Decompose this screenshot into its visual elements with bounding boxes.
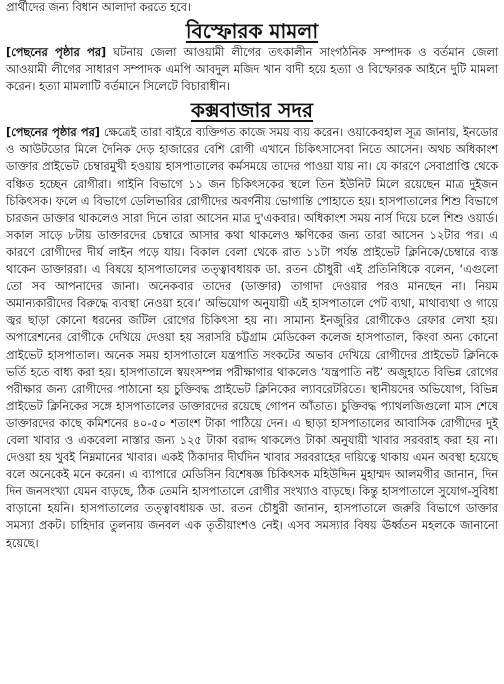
article-text: ক্ষেত্রেই তারা বাইরে ব্যক্তিগত কাজে সময় ব্যয় করেন। ওয়াকেবহাল সূত্র জানায়, ইনডোর ও আউটডোর মিলে দৈনিক দেড় হাজারের বেশি রোগী এখানে চিকিৎসাসেবা নিতে আসেন। অথচ অধিকাংশ ডাক্তার প্রাইভেট চেম্বারমুখী হওয়ায় হাসপাতালের কর্মসময়ে তাদের পাওয়া যায় না। যে কারণে সেবাপ্রাপ্তি থেকে বঞ্চিত হচ্ছেন রোগীরা। গাইনি বিভাগে ১১ জন চিকিৎসকের স্থলে তিন ইউনিট মিলে রয়েছেন মাত্র দুইজন চিকিৎসক। ফলে এ বিভাগে ডেলিভারির রোগীদের অবর্ণনীয় ভোগান্তি পোহাতে হয়। হাসপাতালের শিশু বিভাগে চারজন ডাক্তার থাকলেও সারা দিনে তারা আসেন মাত্র দু'একবার। অধিকাংশ সময় নার্স দিয়ে চলে শিশু ওয়ার্ড। সকাল সাড়ে ৮টায় ডাক্তারদের চেম্বারে আসার কথা থাকলেও ক্ষণিকের জন্য তারা আসেন ১২টার পর। এ কারণে রোগীদের দীর্ঘ লাইন পড়ে যায়। বিকাল বেলা থেকে রাত ১১টা পর্যন্ত প্রাইভেট ক্লিনিকে/চেম্বারে ব্যস্ত থাকেন ডাক্তাররা। এ বিষয়ে হাসপাতালের তত্ত্বাবধায়ক ডা. রতন চৌধুরী এই প্রতিনিধিকে বলেন, ‘এগুলো তো সব আপনাদের জানা। অনেকবার তাদের (ডাক্তার) তাগাদা দেওয়ার পরও মানছেন না। নিয়ম অমান্যকারীদের বিরুদ্ধে ব্যবস্থা নেওয়া হবে।’ অভিযোগ অনুযায়ী এই হাসপাতালে পেট ব্যথা, মাথাব্যথা ও গায়ে জ্বর ছাড়া কোনো ধরনের জটিল রোগের চিকিৎসা হয় না। সামান্য ইনজুরির রোগীকেও রেফার লেখা হয়। অপারেশনের রোগীকে দেখিয়ে দেওয়া হয় সরাসরি চট্টগ্রাম মেডিকেল কলেজ হাসপাতাল, কিংবা অন্য কোনো প্রাইভেট হাসপাতাল। অনেক সময় হাসপাতালে যন্ত্রপাতি সংকটের অভাব দেখিয়ে রোগীদের প্রাইভেট ক্লিনিকে ভর্তি হতে বাধ্য করা হয়। হাসপাতালে স্বয়ংসম্পন্ন পরীক্ষাগার থাকলেও ‘যন্ত্রপাতি নষ্ট’ অজুহাতে বিভিন্ন রোগের পরীক্ষার জন্য রোগীদের পাঠানো হয় চুক্তিবদ্ধ প্রাইভেট ক্লিনিকের ল্যাবরেটরিতে। স্থানীয়দের অভিযোগ, বিভিন্ন প্রাইভেট ক্লিনিকের সঙ্গে হাসপাতালের ডাক্তারদের রয়েছে গোপন আঁতাত। চুক্তিবদ্ধ প্যাথলজিগুলো মাস শেষে ডাক্তারদের কাছে কমিশনের ৪০-৫০ শতাংশ টাকা পাঠিয়ে দেন। এ ছাড়া হাসপাতালের আবাসিক রোগীদের দুই বেলা খাবার ও একবেলা নাস্তার জন্য ১২৫ টাকা বরাদ্দ থাকলেও টাকা অনুযায়ী খাবার সরবরাহ করা হয় না। দেওয়া হয় খুবই নিম্নমানের খাবার। একই ঠিকাদার দীর্ঘদিন খাবার সরবরাহের দায়িত্বে থাকায় এমন অবস্থা হয়েছে বলে অনেকেই মনে করেন। এ ব্যাপারে মেডিসিন বিশেষজ্ঞ চিকিৎসক মহিউদ্দিন মুহাম্মদ আলমগীর জানান, দিন দিন জনসংখ্যা যেমন বাড়ছে, ঠিক তেমনি হাসপাতালে রোগীর সংখ্যাও বাড়ছে। কিন্তু হাসপাতালে সুযোগ-সুবিধা বাড়ানো হয়নি। হাসপাতালের তত্ত্বাবধায়ক ডা. রতন চৌধুরী জানান, হাসপাতালে জরুরি বিভাগে ডাক্তার সমস্যা প্রকট। চাহিদার তুলনায় জনবল এক তৃতীয়াংশও নেই। এসব সমস্যার বিষয় ঊর্ধ্বতন মহলকে জানানো হয়েছে। bbox=[6, 126, 498, 550]
continued-from-marker: [পেছনের পৃষ্ঠার পর] bbox=[6, 126, 100, 140]
article-body bbox=[6, 124, 498, 551]
article-bisforok-mamla bbox=[6, 18, 498, 95]
previous-article-fragment: প্রার্থীদের জন্য বিধান আলাদা করতে হবে। bbox=[6, 1, 191, 14]
article-coxsbazar-sadar bbox=[6, 97, 498, 551]
article-headline bbox=[6, 18, 498, 44]
article-text: ঘটনায় জেলা আওয়ামী লীগের তৎকালীন সাংগঠনিক সম্পাদক ও বর্তমান জেলা আওয়ামী লীগের সাধারণ সম্পাদক এমপি আবদুল মজিদ খান বাদী হয়ে হত্যা ও বিস্ফোরক আইনে দুটি মামলা করেন। হত্যা মামলাটি বর্তমানে সিলেটে বিচারাধীন। bbox=[6, 46, 499, 94]
article-headline bbox=[6, 97, 498, 123]
headline-text: বিস্ফোরক মামলা bbox=[185, 19, 319, 43]
continued-from-marker: [পেছনের পৃষ্ঠার পর] bbox=[6, 46, 107, 59]
headline-text: কক্সবাজার সদর bbox=[191, 98, 313, 123]
article-body bbox=[6, 44, 498, 95]
